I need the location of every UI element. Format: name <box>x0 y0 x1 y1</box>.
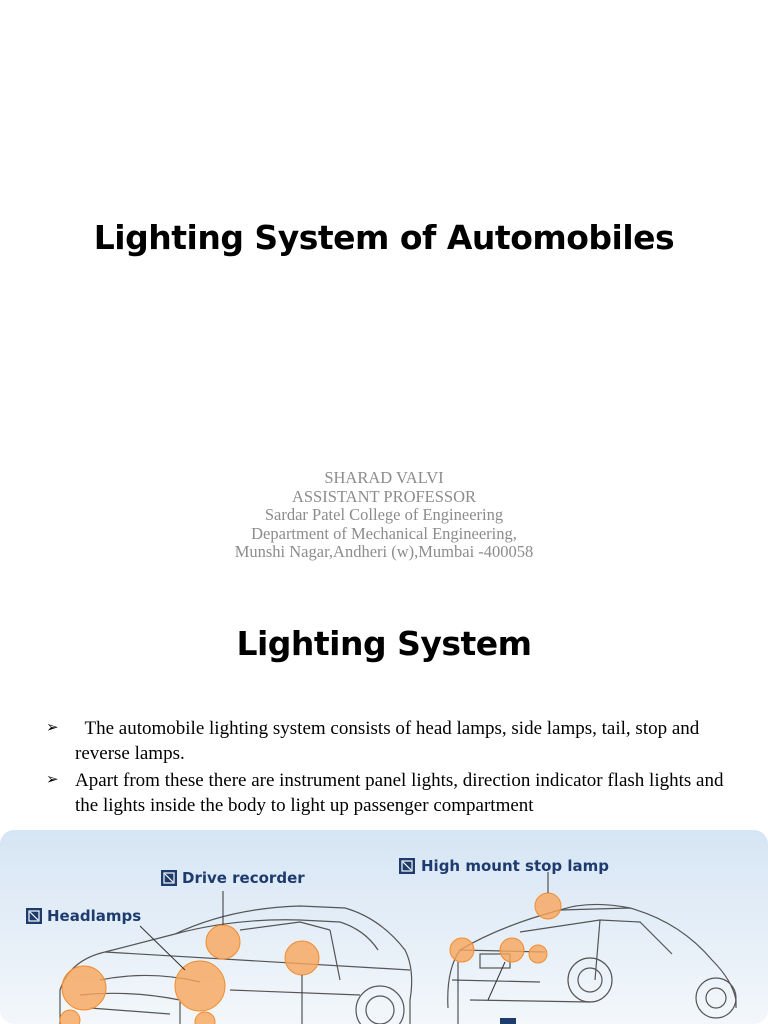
high-mount-stop-lamp-label: High mount stop lamp <box>421 857 610 875</box>
author-name: SHARAD VALVI <box>324 468 444 487</box>
car-lighting-diagram <box>0 830 768 1024</box>
diagram-background <box>0 830 768 1024</box>
bullet-list <box>46 716 736 820</box>
headlamp-highlight-right <box>175 961 225 1011</box>
drive-recorder-highlight <box>206 925 240 959</box>
slide-heading: Lighting System <box>236 624 532 663</box>
bullet-item <box>46 768 736 818</box>
author-college: Sardar Patel College of Engineering <box>264 505 504 524</box>
headlamp-highlight-left <box>62 966 106 1010</box>
author-position: ASSISTANT PROFESSOR <box>291 486 477 506</box>
high-mount-stop-lamp-highlight <box>535 893 561 919</box>
slide-title: Lighting System of Automobiles <box>93 218 675 257</box>
bottom-callout-partial <box>500 1018 516 1024</box>
author-block <box>0 469 768 562</box>
arrow-bullet-icon: ➢ <box>46 772 59 788</box>
author-address: Munshi Nagar,Andheri (w),Mumbai -400058 <box>234 542 534 561</box>
bullet-item <box>46 716 736 766</box>
high-mount-stop-lamp-callout <box>399 857 609 875</box>
side-lamp-highlight <box>285 941 319 975</box>
bullet-text: The automobile lighting system consists of head lamps, side lamps, tail, stop and reverse lamps. <box>75 718 705 764</box>
drive-recorder-label: Drive recorder <box>182 869 305 887</box>
drive-recorder-callout <box>161 869 305 887</box>
bullet-text: Apart from these there are instrument panel lights, direction indicator flash lights and the lights inside the body to light up passenger compartment <box>75 770 724 816</box>
headlamps-label: Headlamps <box>47 907 142 925</box>
arrow-bullet-icon: ➢ <box>46 720 59 736</box>
image-label-icon <box>500 1018 516 1024</box>
author-department: Department of Mechanical Engineering, <box>251 523 517 543</box>
rear-lamp-highlight-2 <box>500 938 524 962</box>
content-slide <box>0 576 768 1024</box>
rear-lamp-highlight-1 <box>450 938 474 962</box>
rear-lamp-highlight-3 <box>529 945 547 963</box>
